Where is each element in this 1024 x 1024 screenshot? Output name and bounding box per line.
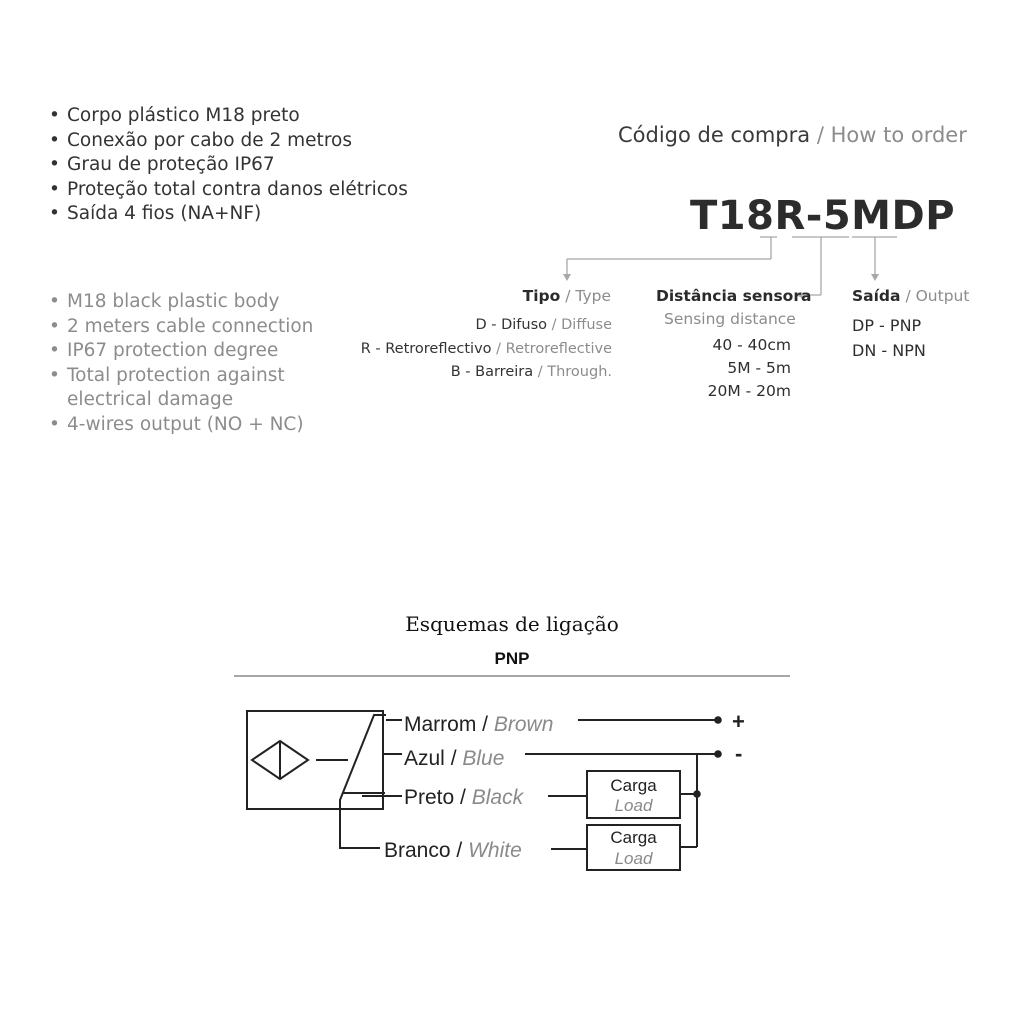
plus-sign: +: [732, 709, 745, 734]
feature-item: • Saída 4 fios (NA+NF): [48, 202, 408, 227]
wire-label-white: Branco / White: [384, 839, 522, 862]
feature-item: • M18 black plastic body: [48, 290, 313, 315]
output-option: DN - NPN: [852, 341, 926, 360]
option-pt: B - Barreira: [450, 364, 534, 380]
switch-contact: [340, 715, 386, 848]
type-option-diffuse: [476, 317, 613, 333]
output-sep: /: [905, 287, 911, 305]
order-code: T18R-5MDP: [690, 193, 956, 239]
feature-item: [48, 364, 313, 413]
order-title-en: How to order: [830, 123, 967, 147]
type-sep: /: [565, 287, 571, 305]
load-label-en: Load: [614, 796, 653, 815]
arrow-down-icon: [871, 274, 879, 281]
output-label-en: Output: [915, 287, 970, 305]
wire-label-black: Preto / Black: [404, 786, 524, 809]
arrow-down-icon: [563, 274, 571, 281]
terminal-dot: [714, 716, 722, 724]
option-en: Through.: [547, 364, 612, 380]
terminal-dot: [714, 750, 722, 758]
feature-item: • Grau de proteção IP67: [48, 153, 408, 178]
load-label-pt: Carga: [610, 776, 657, 795]
sensor-box: [247, 711, 383, 809]
wiring-diagram: [0, 660, 1024, 890]
wiring-subtitle: PNP: [494, 649, 530, 668]
wiring-title: Esquemas de ligação: [405, 612, 619, 636]
distance-option: 5M - 5m: [727, 359, 791, 377]
distance-option: 40 - 40cm: [712, 336, 791, 354]
option-sep: /: [551, 317, 557, 333]
feature-item-line2: electrical damage: [67, 389, 234, 411]
wire-label-brown: Marrom / Brown: [404, 713, 554, 736]
load-label-pt: Carga: [610, 828, 657, 847]
order-title-sep: /: [816, 123, 824, 147]
distance-label-en: Sensing distance: [664, 310, 796, 328]
output-heading: [852, 287, 969, 305]
type-option-retroreflective: [361, 341, 612, 357]
option-sep: /: [496, 341, 502, 357]
type-label-pt: Tipo: [522, 287, 561, 305]
feature-item: • 2 meters cable connection: [48, 315, 313, 340]
feature-item: • IP67 protection degree: [48, 339, 313, 364]
distance-option: 20M - 20m: [707, 382, 791, 400]
option-pt: R - Retroreflectivo: [360, 341, 492, 357]
feature-item-line1: Total protection against: [67, 364, 285, 386]
load-label-en: Load: [614, 849, 653, 868]
order-title-pt: Código de compra: [618, 123, 811, 147]
distance-heading: [656, 287, 811, 305]
wire-label-blue: Azul / Blue: [404, 747, 505, 770]
option-pt: D - Difuso: [475, 317, 548, 333]
code-connector-lines: [0, 0, 1024, 320]
feature-item: • Conexão por cabo de 2 metros: [48, 129, 408, 154]
option-en: Retroreflective: [505, 341, 612, 357]
minus-sign: -: [735, 741, 743, 766]
option-sep: /: [537, 364, 543, 380]
type-heading: [523, 287, 611, 305]
feature-item: • 4-wires output (NO + NC): [48, 413, 313, 438]
output-label-pt: Saída: [852, 287, 901, 305]
output-option: DP - PNP: [852, 316, 922, 335]
type-option-through: [451, 364, 612, 380]
option-en: Diffuse: [561, 317, 612, 333]
junction-dot: [693, 790, 701, 798]
feature-item: • Proteção total contra danos elétricos: [48, 178, 408, 203]
distance-label-pt: Distância sensora: [656, 287, 812, 305]
feature-item: • Corpo plástico M18 preto: [48, 104, 408, 129]
type-label-en: Type: [575, 287, 611, 305]
